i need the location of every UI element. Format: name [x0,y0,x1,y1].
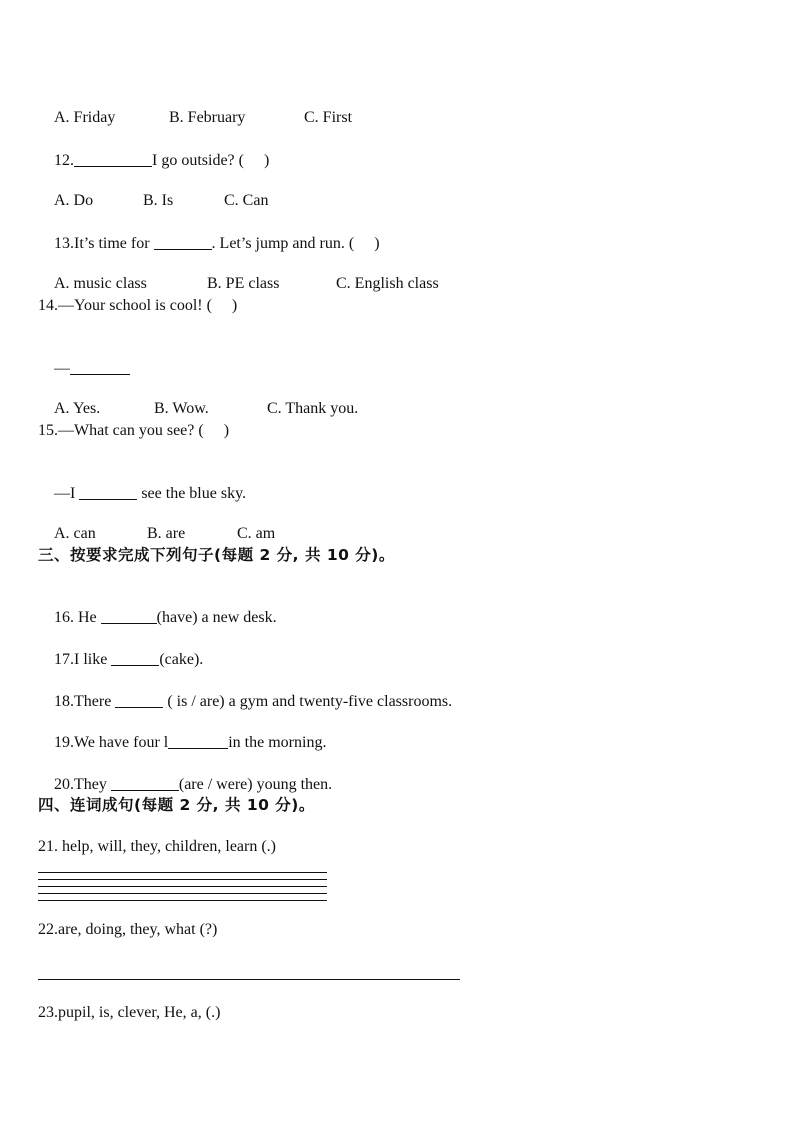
q11-option-b: B. February [169,109,246,126]
q17-question [38,629,204,668]
q20-question [38,754,333,793]
q14-options [38,379,359,417]
q15-option-b: B. are [147,525,186,542]
q17-blank[interactable] [111,649,159,666]
q17-text-end: (cake). [159,651,204,668]
q13-text-start: 13.It’s time for [54,235,154,252]
q15-question: 15.—What can you see? ( ) [38,422,230,439]
q15-options [38,504,276,542]
q18-question [38,671,453,710]
q23-question: 23.pupil, is, clever, He, a, (.) [38,1004,221,1021]
q13-question [38,213,380,252]
q16-question [38,587,277,626]
q17-text-start: 17.I like [54,651,112,668]
q12-option-a: A. Do [54,192,94,209]
q19-blank[interactable] [168,732,228,749]
q15-option-c: C. am [237,525,276,542]
q19-text-start: 19.We have four l [54,734,169,751]
q12-option-b: B. Is [143,192,174,209]
q13-option-b: B. PE class [207,275,280,292]
q21-answer-line-5[interactable] [38,900,327,901]
q22-question: 22.are, doing, they, what (?) [38,921,218,938]
q11-option-a: A. Friday [54,109,116,126]
q18-blank[interactable] [115,691,163,708]
q20-text-end: (are / were) young then. [178,776,333,793]
q15-answer-line [38,463,247,502]
q11-option-c: C. First [304,109,353,126]
q14-dash: — [54,360,70,377]
q14-question: 14.—Your school is cool! ( ) [38,297,238,314]
q14-blank[interactable] [70,358,130,375]
q14-option-b: B. Wow. [154,400,209,417]
q12-option-c: C. Can [224,192,269,209]
q22-answer-line[interactable] [38,979,460,980]
q20-blank[interactable] [111,774,179,791]
q11-options [38,88,353,126]
q12-options [38,171,269,209]
q16-text-end: (have) a new desk. [156,609,277,626]
q15-text-end: see the blue sky. [137,485,247,502]
q14-option-a: A. Yes. [54,400,101,417]
q19-text-end: in the morning. [228,734,327,751]
q12-blank[interactable] [74,150,152,167]
q14-answer-line [38,338,130,377]
q21-question: 21. help, will, they, children, learn (.) [38,838,276,855]
q13-option-c: C. English class [336,275,439,292]
q15-option-a: A. can [54,525,96,542]
q13-text-end: . Let’s jump and run. ( ) [211,235,380,252]
q15-text-start: —I [54,485,80,502]
q21-answer-line-2[interactable] [38,879,327,880]
section-3-heading: 三、按要求完成下列句子(每题 2 分, 共 10 分)。 [38,546,395,564]
q12-text: I go outside? ( ) [152,152,270,169]
section-4-heading: 四、连词成句(每题 2 分, 共 10 分)。 [38,796,315,814]
q19-question [38,712,327,751]
q21-answer-line-1[interactable] [38,872,327,873]
q13-blank[interactable] [154,233,212,250]
q16-text-start: 16. He [54,609,101,626]
q12-number: 12. [54,152,74,169]
q18-text-start: 18.There [54,693,116,710]
q14-option-c: C. Thank you. [267,400,359,417]
q18-text-end: ( is / are) a gym and twenty-five classrooms. [163,693,453,710]
q21-answer-line-3[interactable] [38,886,327,887]
q13-options [38,254,439,292]
q13-option-a: A. music class [54,275,147,292]
q15-blank[interactable] [79,483,137,500]
q12-question [38,130,270,169]
q20-text-start: 20.They [54,776,111,793]
q16-blank[interactable] [101,607,157,624]
q21-answer-line-4[interactable] [38,893,327,894]
